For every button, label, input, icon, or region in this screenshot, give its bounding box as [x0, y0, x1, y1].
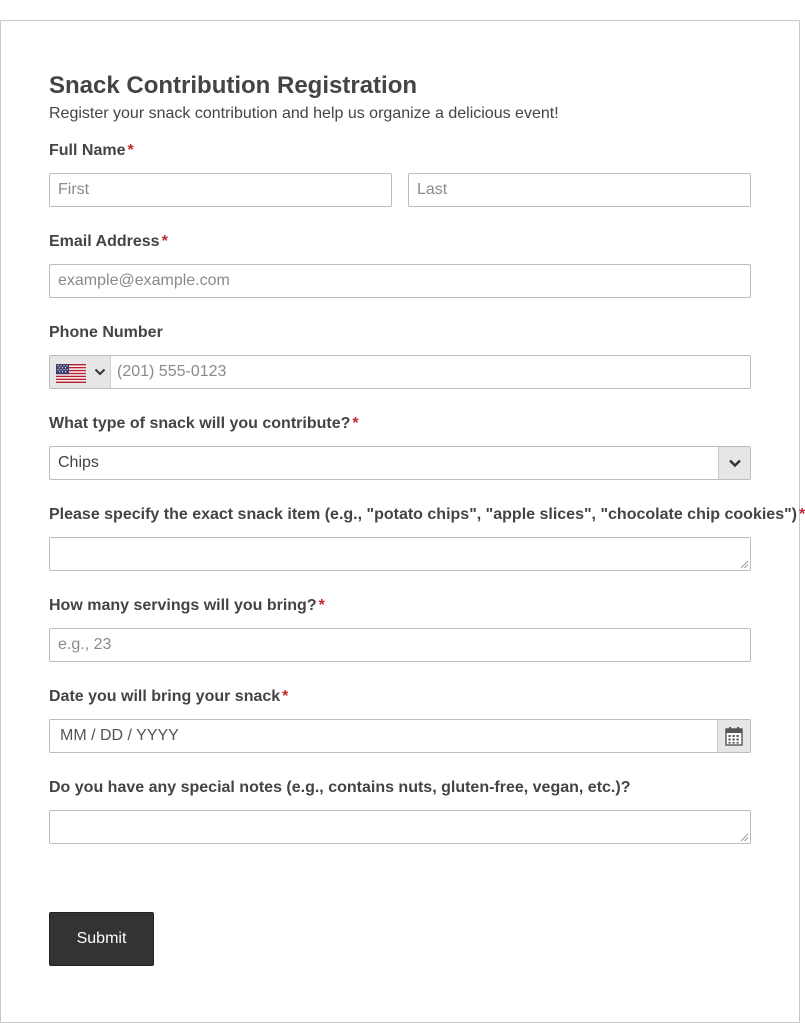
- submit-button[interactable]: Submit: [49, 912, 154, 966]
- servings-input[interactable]: [49, 628, 751, 662]
- first-name-input[interactable]: [49, 173, 392, 207]
- date-label: [49, 688, 288, 706]
- email-label: [49, 233, 168, 251]
- us-flag-icon: [56, 363, 86, 382]
- chevron-down-icon: [94, 367, 106, 377]
- last-name-placeholder: Last: [417, 181, 448, 198]
- calendar-button[interactable]: [717, 720, 750, 752]
- snack-item-textarea[interactable]: [49, 537, 751, 571]
- phone-input[interactable]: [49, 355, 751, 389]
- notes-textarea[interactable]: [49, 810, 751, 844]
- snack-type-label-text: What type of snack will you contribute?: [49, 415, 351, 432]
- country-code-selector[interactable]: [50, 356, 111, 388]
- phone-label: [49, 324, 163, 342]
- date-input[interactable]: [49, 719, 751, 753]
- email-input[interactable]: [49, 264, 751, 298]
- required-mark: *: [352, 415, 359, 432]
- phone-placeholder: (201) 555-0123: [117, 363, 227, 380]
- required-mark: *: [318, 597, 325, 614]
- required-mark: *: [161, 233, 168, 250]
- required-mark: *: [282, 688, 289, 705]
- email-placeholder: example@example.com: [58, 272, 230, 289]
- resize-handle-icon[interactable]: [740, 833, 748, 841]
- last-name-input[interactable]: [408, 173, 751, 207]
- notes-label-text: Do you have any special notes (e.g., contains nuts, gluten-free, vegan, etc.)?: [49, 779, 631, 796]
- snack-type-label: [49, 415, 359, 433]
- phone-label-text: Phone Number: [49, 324, 163, 341]
- snack-type-select[interactable]: [49, 446, 751, 480]
- required-mark: *: [799, 506, 805, 523]
- required-mark: *: [127, 142, 134, 159]
- notes-label: [49, 779, 630, 797]
- date-label-text: Date you will bring your snack: [49, 688, 281, 705]
- date-placeholder: MM / DD / YYYY: [60, 727, 179, 744]
- calendar-icon: [725, 726, 743, 746]
- first-name-placeholder: First: [58, 181, 90, 198]
- resize-handle-icon[interactable]: [740, 560, 748, 568]
- servings-label-text: How many servings will you bring?: [49, 597, 317, 614]
- snack-item-label: [49, 506, 805, 524]
- dropdown-arrow[interactable]: [718, 447, 750, 479]
- form-title: Snack Contribution Registration: [49, 72, 418, 99]
- snack-type-selected-value: Chips: [58, 454, 99, 471]
- email-label-text: Email Address: [49, 233, 160, 250]
- servings-label: [49, 597, 325, 615]
- snack-item-label-text: Please specify the exact snack item (e.g., "potato chips", "apple slices", "chocolate chip cookies"): [49, 506, 797, 523]
- form-subtitle: Register your snack contribution and help us organize a delicious event!: [49, 105, 559, 122]
- full-name-label: [49, 142, 134, 160]
- servings-placeholder: e.g., 23: [58, 636, 112, 653]
- chevron-down-icon: [728, 458, 742, 468]
- full-name-label-text: Full Name: [49, 142, 126, 159]
